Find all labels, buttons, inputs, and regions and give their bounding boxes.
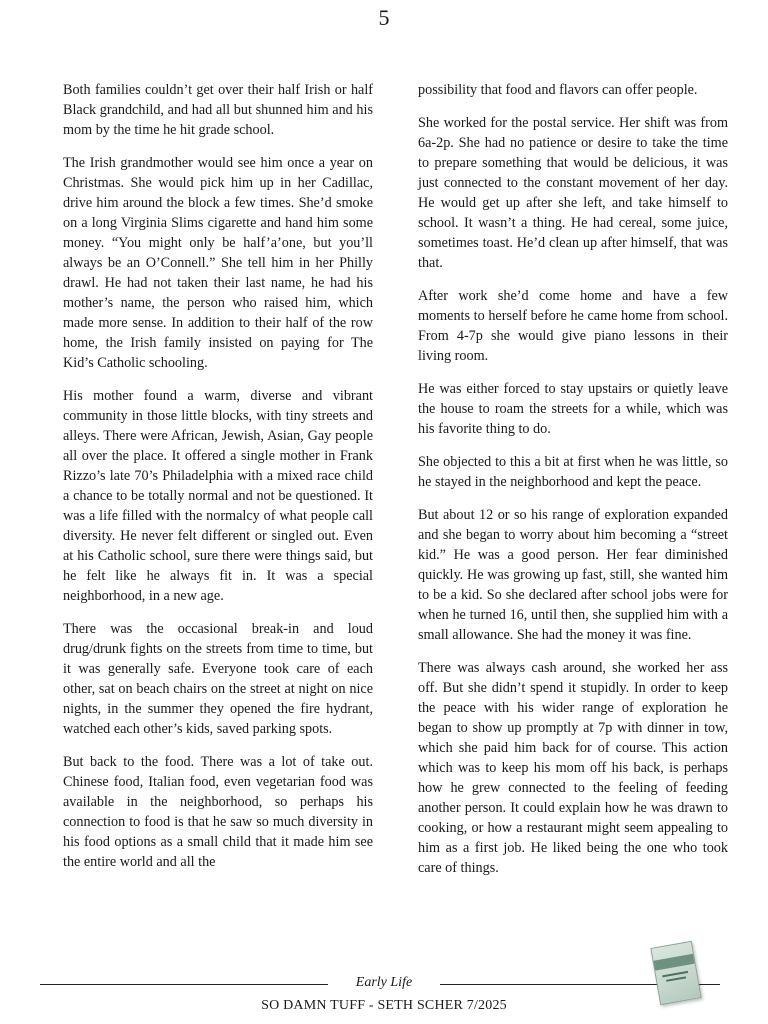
paragraph: There was always cash around, she worked her ass off. But she didn’t spend it stupidly. In order to keep the peace with his wider range of exploration he began to show up promptly at 7p with dinner in tow, which she paid him back for of course. This action which was to keep his mom off his back, is perhaps how he grew connected to the feeling of feeding another person. It could explain how he was drawn to cooking, or how a restaurant might seem appealing to him as a first job. He liked being the one who took care of things.	[418, 660, 728, 876]
book-cover-band	[654, 954, 695, 971]
page-number: 5	[378, 5, 390, 30]
paragraph: After work she’d come home and have a few moments to herself before he came home from school. From 4-7p she would give piano lessons in their living room.	[418, 288, 728, 364]
footer-credit: SO DAMN TUFF - SETH SCHER 7/2025	[261, 998, 507, 1013]
right-column	[418, 80, 728, 891]
left-column	[63, 80, 373, 885]
paragraph: He was either forced to stay upstairs or quietly leave the house to roam the streets for a while, which was his favorite thing to do.	[418, 381, 728, 437]
footer-rule-left	[40, 984, 328, 985]
paragraph: She objected to this a bit at first when he was little, so he stayed in the neighborhood and kept the peace.	[418, 454, 728, 490]
book-cover-icon	[650, 941, 701, 1005]
paragraph: There was the occasional break-in and loud drug/drunk fights on the streets from time to time, but it was generally safe. Everyone took care of each other, sat on beach chairs on the street at night on nice nights, in the summer they opened the fire hydrant, watched each other’s kids, saved parking spots.	[63, 621, 373, 737]
book-cover-line	[666, 976, 686, 981]
paragraph: possibility that food and flavors can offer people.	[418, 82, 698, 98]
paragraph: But about 12 or so his range of exploration expanded and she began to worry about him becoming a “street kid.” He was a good person. Her fear diminished quickly. He was growing up fast, still, she wanted him to be a kid. So she declared after school jobs were for when he turned 16, until then, she supplied him with a small allowance. She had the money it was fine.	[418, 507, 728, 643]
paragraph: But back to the food. There was a lot of take out. Chinese food, Italian food, even vegetarian food was available in the neighborhood, so perhaps his connection to food is that he saw so much diversity in his food options as a small child that it made him see the entire world and all the	[63, 754, 373, 870]
paragraph: The Irish grandmother would see him once a year on Christmas. She would pick him up in her Cadillac, drive him around the block a few times. She’d smoke on a long Virginia Slims cigarette and hand him some money. “You might only be half’a’one, but you’ll always be an O’Connell.” She tell him in her Philly drawl. He had not taken their last name, he had his mother’s name, the person who raised him, which made more sense. In addition to their half of the row home, the Irish family insisted on paying for The Kid’s Catholic schooling.	[63, 155, 373, 371]
paragraph: His mother found a warm, diverse and vibrant community in those little blocks, with tiny streets and alleys. There were African, Jewish, Asian, Gay people all over the place. It offered a single mother in Frank Rizzo’s late 70’s Philadelphia with a mixed race child a chance to be totally normal and not be questioned. It was a life filled with the normalcy of what people call diversity. He never felt different or singled out. Even at his Catholic school, sure there were things said, but he felt like he always fit in. It was a special neighborhood, in a new age.	[63, 388, 373, 604]
footer-section-title: Early Life	[355, 975, 413, 990]
paragraph: She worked for the postal service. Her shift was from 6a-2p. She had no patience or desire to take the time to prepare something that would be delicious, it was just connected to the constant movement of her day. He would get up after she left, and take himself to school. It wasn’t a thing. He had cereal, some juice, sometimes toast. He’d clean up after himself, that was that.	[418, 115, 728, 271]
paragraph: Both families couldn’t get over their half Irish or half Black grandchild, and had all but shunned him and his mom by the time he hit grade school.	[63, 82, 373, 138]
